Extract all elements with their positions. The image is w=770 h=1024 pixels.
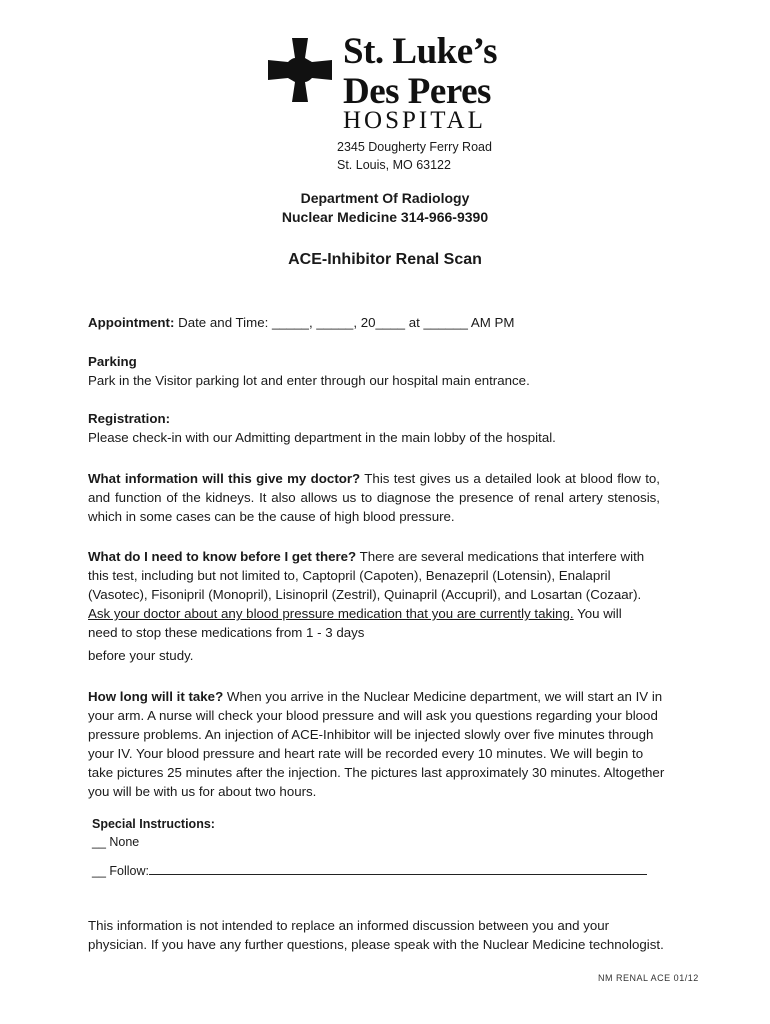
registration-heading: Registration: — [88, 411, 171, 426]
parking-heading: Parking — [88, 354, 137, 369]
how-long-heading: How long will it take? — [88, 689, 224, 704]
need-know-tail: You will need to stop these medications from 1 - 3 days — [88, 606, 622, 640]
logo-line-2: Des Peres — [343, 71, 491, 112]
need-know-heading: What do I need to know before I get there? — [88, 549, 357, 564]
special-option-follow — [92, 861, 652, 881]
special-follow-label: __ Follow: — [92, 864, 149, 878]
follow-blank-line — [149, 861, 647, 875]
appointment-line — [88, 313, 678, 332]
what-info-heading: What information will this give my doctor? — [88, 471, 361, 486]
what-info-paragraph — [88, 469, 660, 526]
department-name: Department Of Radiology — [300, 190, 470, 206]
document-title: ACE-Inhibitor Renal Scan — [288, 251, 482, 268]
registration-text: Please check-in with our Admitting department in the main lobby of the hospital. — [88, 430, 556, 445]
hospital-address — [337, 138, 492, 174]
appointment-heading: Appointment: — [88, 315, 175, 330]
form-code: NM RENAL ACE 01/12 — [598, 973, 699, 983]
address-street: 2345 Dougherty Ferry Road — [337, 140, 492, 154]
address-city: St. Louis, MO 63122 — [337, 158, 451, 172]
how-long-paragraph — [88, 687, 670, 801]
what-info-text: This test gives us a detailed look at blood flow to, and function of the kidneys. It also allows us to diagnose the presence of renal artery stenosis, which in some cases can be the cause of high blood pressure. — [88, 471, 660, 524]
how-long-text: When you arrive in the Nuclear Medicine department, we will start an IV in your arm. A nurse will check your blood pressure and will ask you questions regarding your blood pressure problems. An injection of ACE-Inhibitor will be injected slowly over five minutes through your IV. Your blood pressure and heart rate will be recorded every 10 minutes. We will begin to take pictures 25 minutes after the injection. The pictures last approximately 30 minutes. Altogether you will be with us for about two hours. — [88, 689, 665, 799]
appointment-text: Date and Time: _____, _____, 20____ at ______ AM PM — [174, 315, 515, 330]
department-phone: Nuclear Medicine 314-966-9390 — [281, 209, 489, 225]
need-know-underlined: Ask your doctor about any blood pressure medication that you are currently taking. — [88, 606, 574, 621]
logo-line-1: St. Luke’s — [343, 31, 498, 72]
logo-line-3: HOSPITAL — [343, 107, 486, 134]
disclaimer-text: This information is not intended to replace an informed discussion between you and your physician. If you have any further questions, please speak with the Nuclear Medicine technologist. — [88, 918, 664, 952]
special-option-none: __ None — [92, 835, 140, 849]
parking-text: Park in the Visitor parking lot and enter through our hospital main entrance. — [88, 373, 530, 388]
cross-icon — [268, 38, 332, 102]
need-know-tail-line: before your study. — [88, 648, 194, 663]
special-instructions-heading: Special Instructions: — [92, 817, 215, 831]
need-know-text: There are several medications that interfere with this test, including but not limited to, Captopril (Capoten), Benazepril (Lotensin), Enalapril (Vasotec), Fisonipril (Monopril), Lisinopril (Zestril), Quinapril (Accupril), and Losartan (Cozaar). — [88, 549, 645, 602]
need-know-paragraph — [88, 547, 650, 642]
